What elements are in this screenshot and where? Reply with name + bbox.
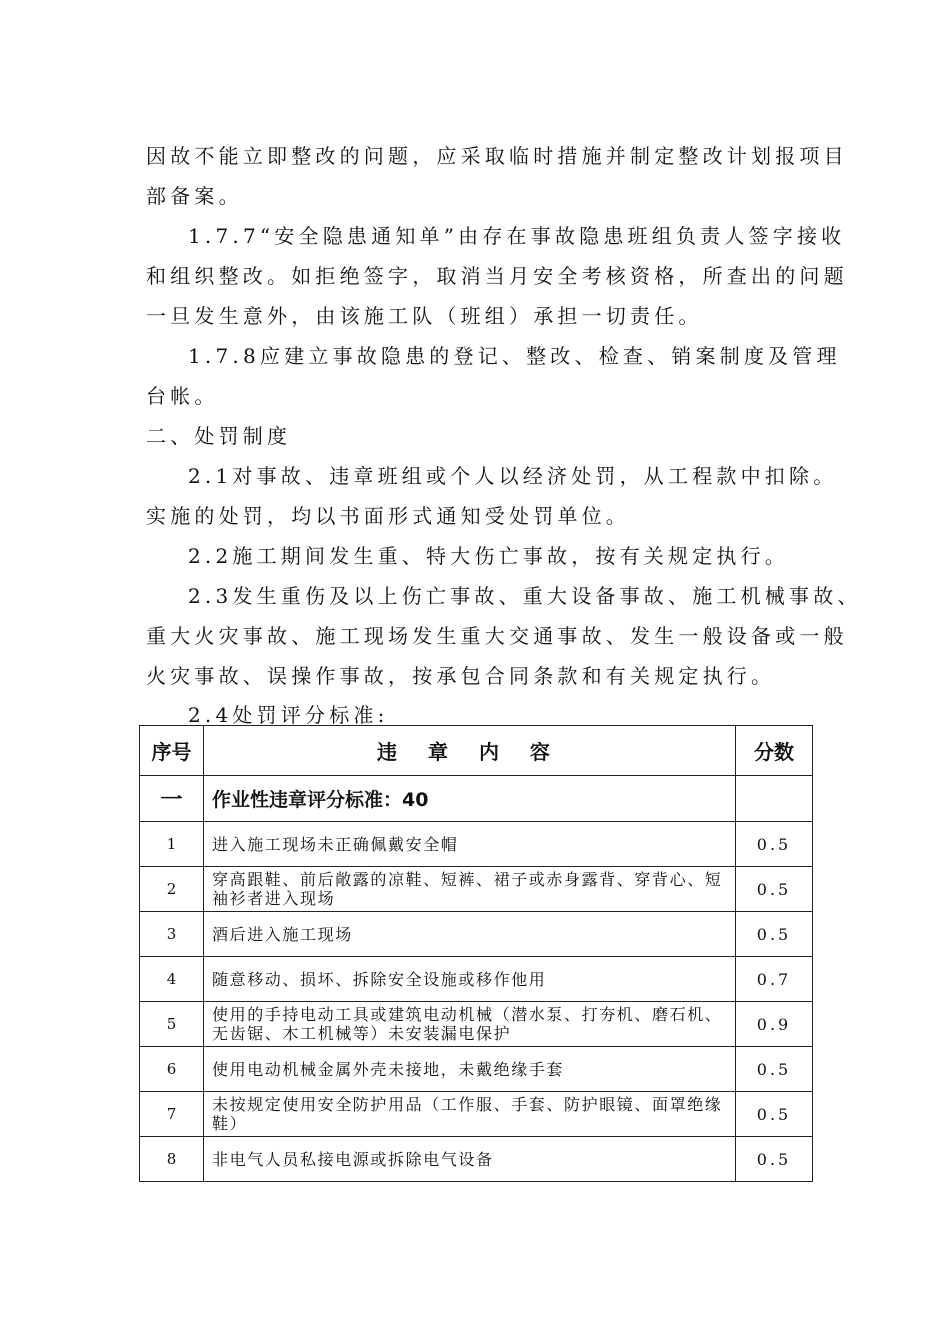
- row-content: 随意移动、损坏、拆除安全设施或移作他用: [204, 957, 736, 1002]
- paragraph-line: 2.2施工期间发生重、特大伤亡事故，按有关规定执行。: [188, 544, 790, 568]
- row-score: 0.7: [736, 957, 813, 1002]
- row-num: 7: [140, 1092, 204, 1137]
- table-section-row: [140, 776, 813, 822]
- paragraph-line: 实施的处罚，均以书面形式通知受处罚单位。: [146, 504, 630, 528]
- table-row: [140, 867, 813, 912]
- header-content: 违 章 内 容: [204, 726, 736, 776]
- penalty-score-table: [139, 725, 813, 1182]
- paragraph-line: 2.3发生重伤及以上伤亡事故、重大设备事故、施工机械事故、: [188, 584, 862, 608]
- paragraph-line: 因故不能立即整改的问题，应采取临时措施并制定整改计划报项目: [146, 144, 848, 168]
- row-content: 进入施工现场未正确佩戴安全帽: [204, 822, 736, 867]
- row-score: 0.5: [736, 1137, 813, 1182]
- row-content: 使用的手持电动工具或建筑电动机械（潜水泵、打夯机、磨石机、无齿锯、木工机械等）未安装漏电保护: [204, 1002, 736, 1047]
- section-score: [736, 776, 813, 822]
- table-row: [140, 1047, 813, 1092]
- row-num: 3: [140, 912, 204, 957]
- header-seq: 序号: [140, 726, 204, 776]
- table-row: [140, 1137, 813, 1182]
- paragraph-line: 2.1对事故、违章班组或个人以经济处罚，从工程款中扣除。: [188, 464, 838, 488]
- row-content: 使用电动机械金属外壳未接地，未戴绝缘手套: [204, 1047, 736, 1092]
- row-num: 6: [140, 1047, 204, 1092]
- paragraph-line: 2.4处罚评分标准:: [188, 703, 389, 727]
- row-num: 8: [140, 1137, 204, 1182]
- table-row: [140, 1002, 813, 1047]
- paragraph-line: 台帐。: [146, 384, 219, 408]
- table-row: [140, 957, 813, 1002]
- row-score: 0.5: [736, 912, 813, 957]
- table-row: [140, 822, 813, 867]
- row-content: 非电气人员私接电源或拆除电气设备: [204, 1137, 736, 1182]
- row-content: 穿高跟鞋、前后敞露的凉鞋、短裤、裙子或赤身露背、穿背心、短袖衫者进入现场: [204, 867, 736, 912]
- row-score: 0.5: [736, 822, 813, 867]
- section-heading: 二、处罚制度: [146, 424, 292, 448]
- header-score: 分数: [736, 726, 813, 776]
- paragraph-line: 部备案。: [146, 184, 243, 208]
- table-header-row: [140, 726, 813, 776]
- row-score: 0.5: [736, 867, 813, 912]
- row-num: 4: [140, 957, 204, 1002]
- table-row: [140, 1092, 813, 1137]
- paragraph-line: 1.7.7“安全隐患通知单”由存在事故隐患班组负责人签字接收: [188, 224, 846, 248]
- row-num: 1: [140, 822, 204, 867]
- section-num: 一: [140, 776, 204, 822]
- row-score: 0.5: [736, 1092, 813, 1137]
- row-num: 5: [140, 1002, 204, 1047]
- table-row: [140, 912, 813, 957]
- row-content: 未按规定使用安全防护用品（工作服、手套、防护眼镜、面罩绝缘鞋）: [204, 1092, 736, 1137]
- paragraph-line: 火灾事故、误操作事故，按承包合同条款和有关规定执行。: [146, 664, 776, 688]
- paragraph-line: 和组织整改。如拒绝签字，取消当月安全考核资格，所查出的问题: [146, 264, 848, 288]
- row-num: 2: [140, 867, 204, 912]
- row-score: 0.9: [736, 1002, 813, 1047]
- paragraph-line: 一旦发生意外，由该施工队（班组）承担一切责任。: [146, 304, 703, 328]
- row-content: 酒后进入施工现场: [204, 912, 736, 957]
- row-score: 0.5: [736, 1047, 813, 1092]
- paragraph-line: 重大火灾事故、施工现场发生重大交通事故、发生一般设备或一般: [146, 624, 848, 648]
- paragraph-line: 1.7.8应建立事故隐患的登记、整改、检查、销案制度及管理: [188, 344, 841, 368]
- section-title: 作业性违章评分标准：40: [204, 776, 736, 822]
